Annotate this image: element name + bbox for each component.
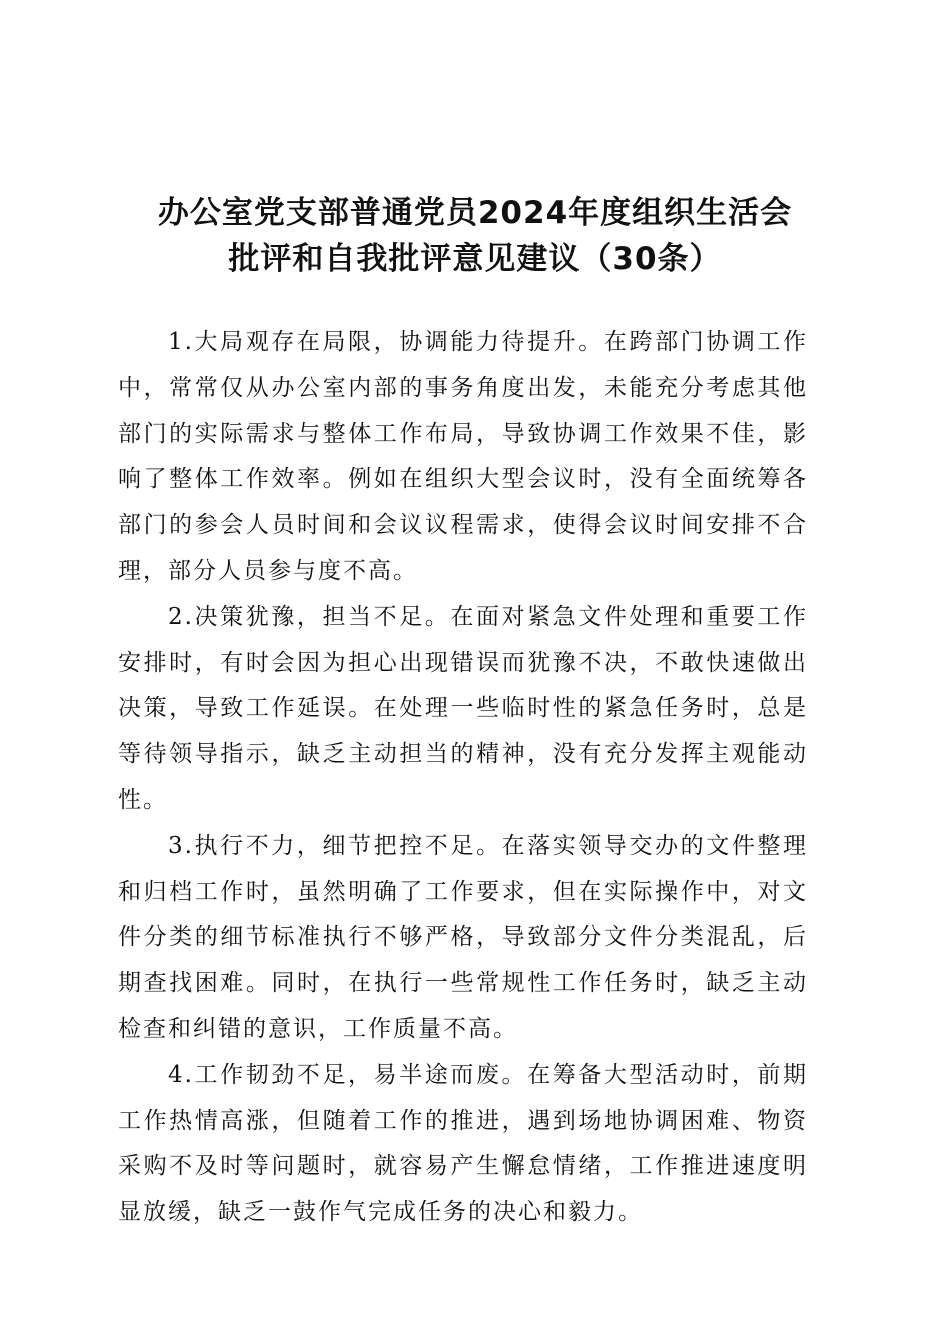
document-body <box>118 320 808 1236</box>
title-line-1: 办公室党支部普通党员2024年度组织生活会 <box>157 195 793 231</box>
document-title <box>100 190 850 282</box>
paragraph-2: 2.决策犹豫，担当不足。在面对紧急文件处理和重要工作安排时，有时会因为担心出现错误而犹豫不决，不敢快速做出决策，导致工作延误。在处理一些临时性的紧急任务时，总是等待领导指示，缺乏主动担当的精神，没有充分发挥主观能动性。 <box>118 603 808 813</box>
paragraph-1: 1.大局观存在局限，协调能力待提升。在跨部门协调工作中，常常仅从办公室内部的事务角度出发，未能充分考虑其他部门的实际需求与整体工作布局，导致协调工作效果不佳，影响了整体工作效率。例如在组织大型会议时，没有全面统筹各部门的参会人员时间和会议议程需求，使得会议时间安排不合理，部分人员参与度不高。 <box>118 329 808 584</box>
paragraph-4: 4.工作韧劲不足，易半途而废。在筹备大型活动时，前期工作热情高涨，但随着工作的推进，遇到场地协调困难、物资采购不及时等问题时，就容易产生懈怠情绪，工作推进速度明显放缓，缺乏一鼓作气完成任务的决心和毅力。 <box>118 1061 808 1226</box>
paragraph-3: 3.执行不力，细节把控不足。在落实领导交办的文件整理和归档工作时，虽然明确了工作要求，但在实际操作中，对文件分类的细节标准执行不够严格，导致部分文件分类混乱，后期查找困难。同时，在执行一些常规性工作任务时，缺乏主动检查和纠错的意识，工作质量不高。 <box>118 832 808 1042</box>
title-line-2: 批评和自我批评意见建议（30条） <box>228 241 722 277</box>
